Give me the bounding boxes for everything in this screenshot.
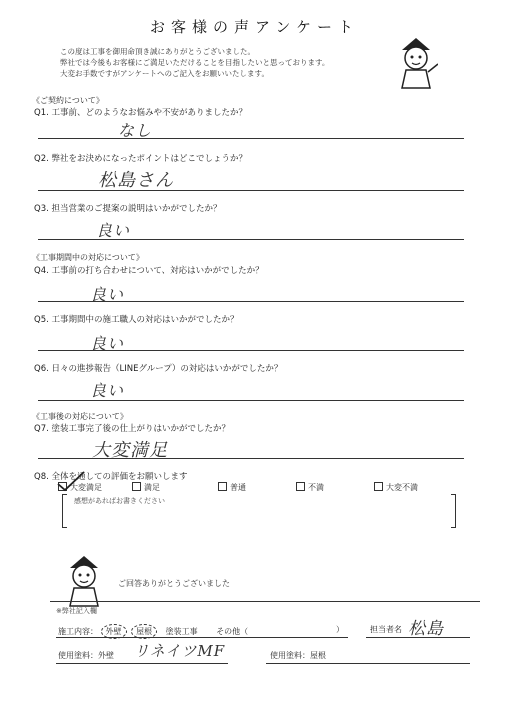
- answer-line-4: [38, 301, 464, 302]
- option-label: 不満: [308, 483, 324, 492]
- question-3: Q3. 担当営業のご提案の説明はいかがでしたか？: [34, 204, 222, 214]
- comment-box[interactable]: [62, 494, 456, 526]
- intro-line: 大変お手数ですがアンケートへのご記入をお願いいたします。: [60, 69, 269, 78]
- rep-value: 松島: [408, 619, 444, 639]
- option-neutral[interactable]: [218, 482, 246, 493]
- answer-4: 良い: [90, 285, 125, 304]
- section-after-heading: 《工事後の対応について》: [32, 412, 128, 421]
- work-item-roof: 屋根: [131, 624, 157, 639]
- intro-text: [60, 46, 329, 79]
- work-content-line: [56, 637, 348, 638]
- comment-placeholder: 感想があればお書きください: [74, 497, 165, 505]
- checkbox-icon[interactable]: [296, 482, 305, 491]
- intro-line: 弊社では今後もお客様にご満足いただけることを目指したいと思っております。: [60, 58, 330, 67]
- answer-line-3: [38, 239, 464, 240]
- work-label: 施工内容：: [58, 627, 98, 636]
- rep-line: [366, 637, 470, 638]
- office-use-note: ※弊社記入欄: [56, 607, 97, 615]
- work-item-wall: 外壁: [101, 624, 127, 639]
- work-other-close: ）: [336, 625, 344, 634]
- question-5: Q5. 工事期間中の施工職人の対応はいかがでしたか？: [34, 315, 239, 325]
- paint-roof-line: [266, 663, 470, 664]
- checkbox-icon[interactable]: [374, 482, 383, 491]
- answer-7: 大変満足: [92, 440, 168, 461]
- footer-divider: [50, 601, 480, 602]
- question-8: Q8. 全体を通しての評価をお願いします: [34, 472, 188, 482]
- answer-2: 松島さん: [98, 170, 174, 191]
- option-satisfied[interactable]: [132, 482, 160, 493]
- paint-wall-label: 使用塗料：外壁: [58, 651, 114, 660]
- answer-line-2: [38, 190, 464, 191]
- answer-1: なし: [118, 121, 153, 140]
- question-6: Q6. 日々の進捗報告（LINEグループ）の対応はいかがでしたか？: [34, 364, 283, 374]
- option-label: 満足: [144, 483, 160, 492]
- checkbox-icon[interactable]: [218, 482, 227, 491]
- option-label: 普通: [230, 483, 246, 492]
- work-other-label: その他（: [216, 627, 249, 636]
- check-mark-icon: [56, 470, 86, 492]
- question-2: Q2. 弊社をお決めになったポイントはどこでしょうか？: [34, 154, 248, 164]
- intro-line: この度は工事を御用命頂き誠にありがとうございました。: [60, 47, 255, 56]
- answer-line-6: [38, 400, 464, 401]
- answer-line-5: [38, 350, 464, 351]
- answer-3: 良い: [96, 221, 131, 240]
- option-dissatisfied[interactable]: [296, 482, 324, 493]
- comment-box-left-bracket: [62, 494, 67, 528]
- comment-box-right-bracket: [451, 494, 456, 528]
- question-7: Q7. 塗装工事完了後の仕上がりはいかがでしたか？: [34, 424, 231, 434]
- work-type: 塗装工事: [165, 627, 198, 636]
- option-label: 大変満足: [70, 483, 102, 492]
- rep-label: 担当者名: [370, 625, 402, 634]
- answer-5: 良い: [90, 334, 125, 353]
- checkbox-icon[interactable]: [132, 482, 141, 491]
- thanks-message: ご回答ありがとうございました: [118, 579, 230, 588]
- paint-wall-value: リネイツMF: [134, 642, 226, 660]
- section-contract-heading: 《ご契約について》: [32, 96, 104, 105]
- option-label: 大変不満: [386, 483, 418, 492]
- answer-line-1: [38, 138, 464, 139]
- question-4: Q4. 工事前の打ち合わせについて、対応はいかがでしたか？: [34, 266, 264, 276]
- answer-6: 良い: [90, 381, 125, 400]
- page-title: お客様の声アンケート: [149, 18, 360, 36]
- answer-line-7: [38, 458, 464, 459]
- section-during-heading: 《工事期間中の対応について》: [32, 253, 144, 262]
- question-1: Q1. 工事前、どのようなお悩みや不安がありましたか？: [34, 108, 248, 118]
- paint-roof-label: 使用塗料：屋根: [270, 651, 326, 660]
- option-very-dissatisfied[interactable]: [374, 482, 418, 493]
- samurai-mascot-icon: [394, 36, 438, 92]
- paint-wall-line: [56, 663, 228, 664]
